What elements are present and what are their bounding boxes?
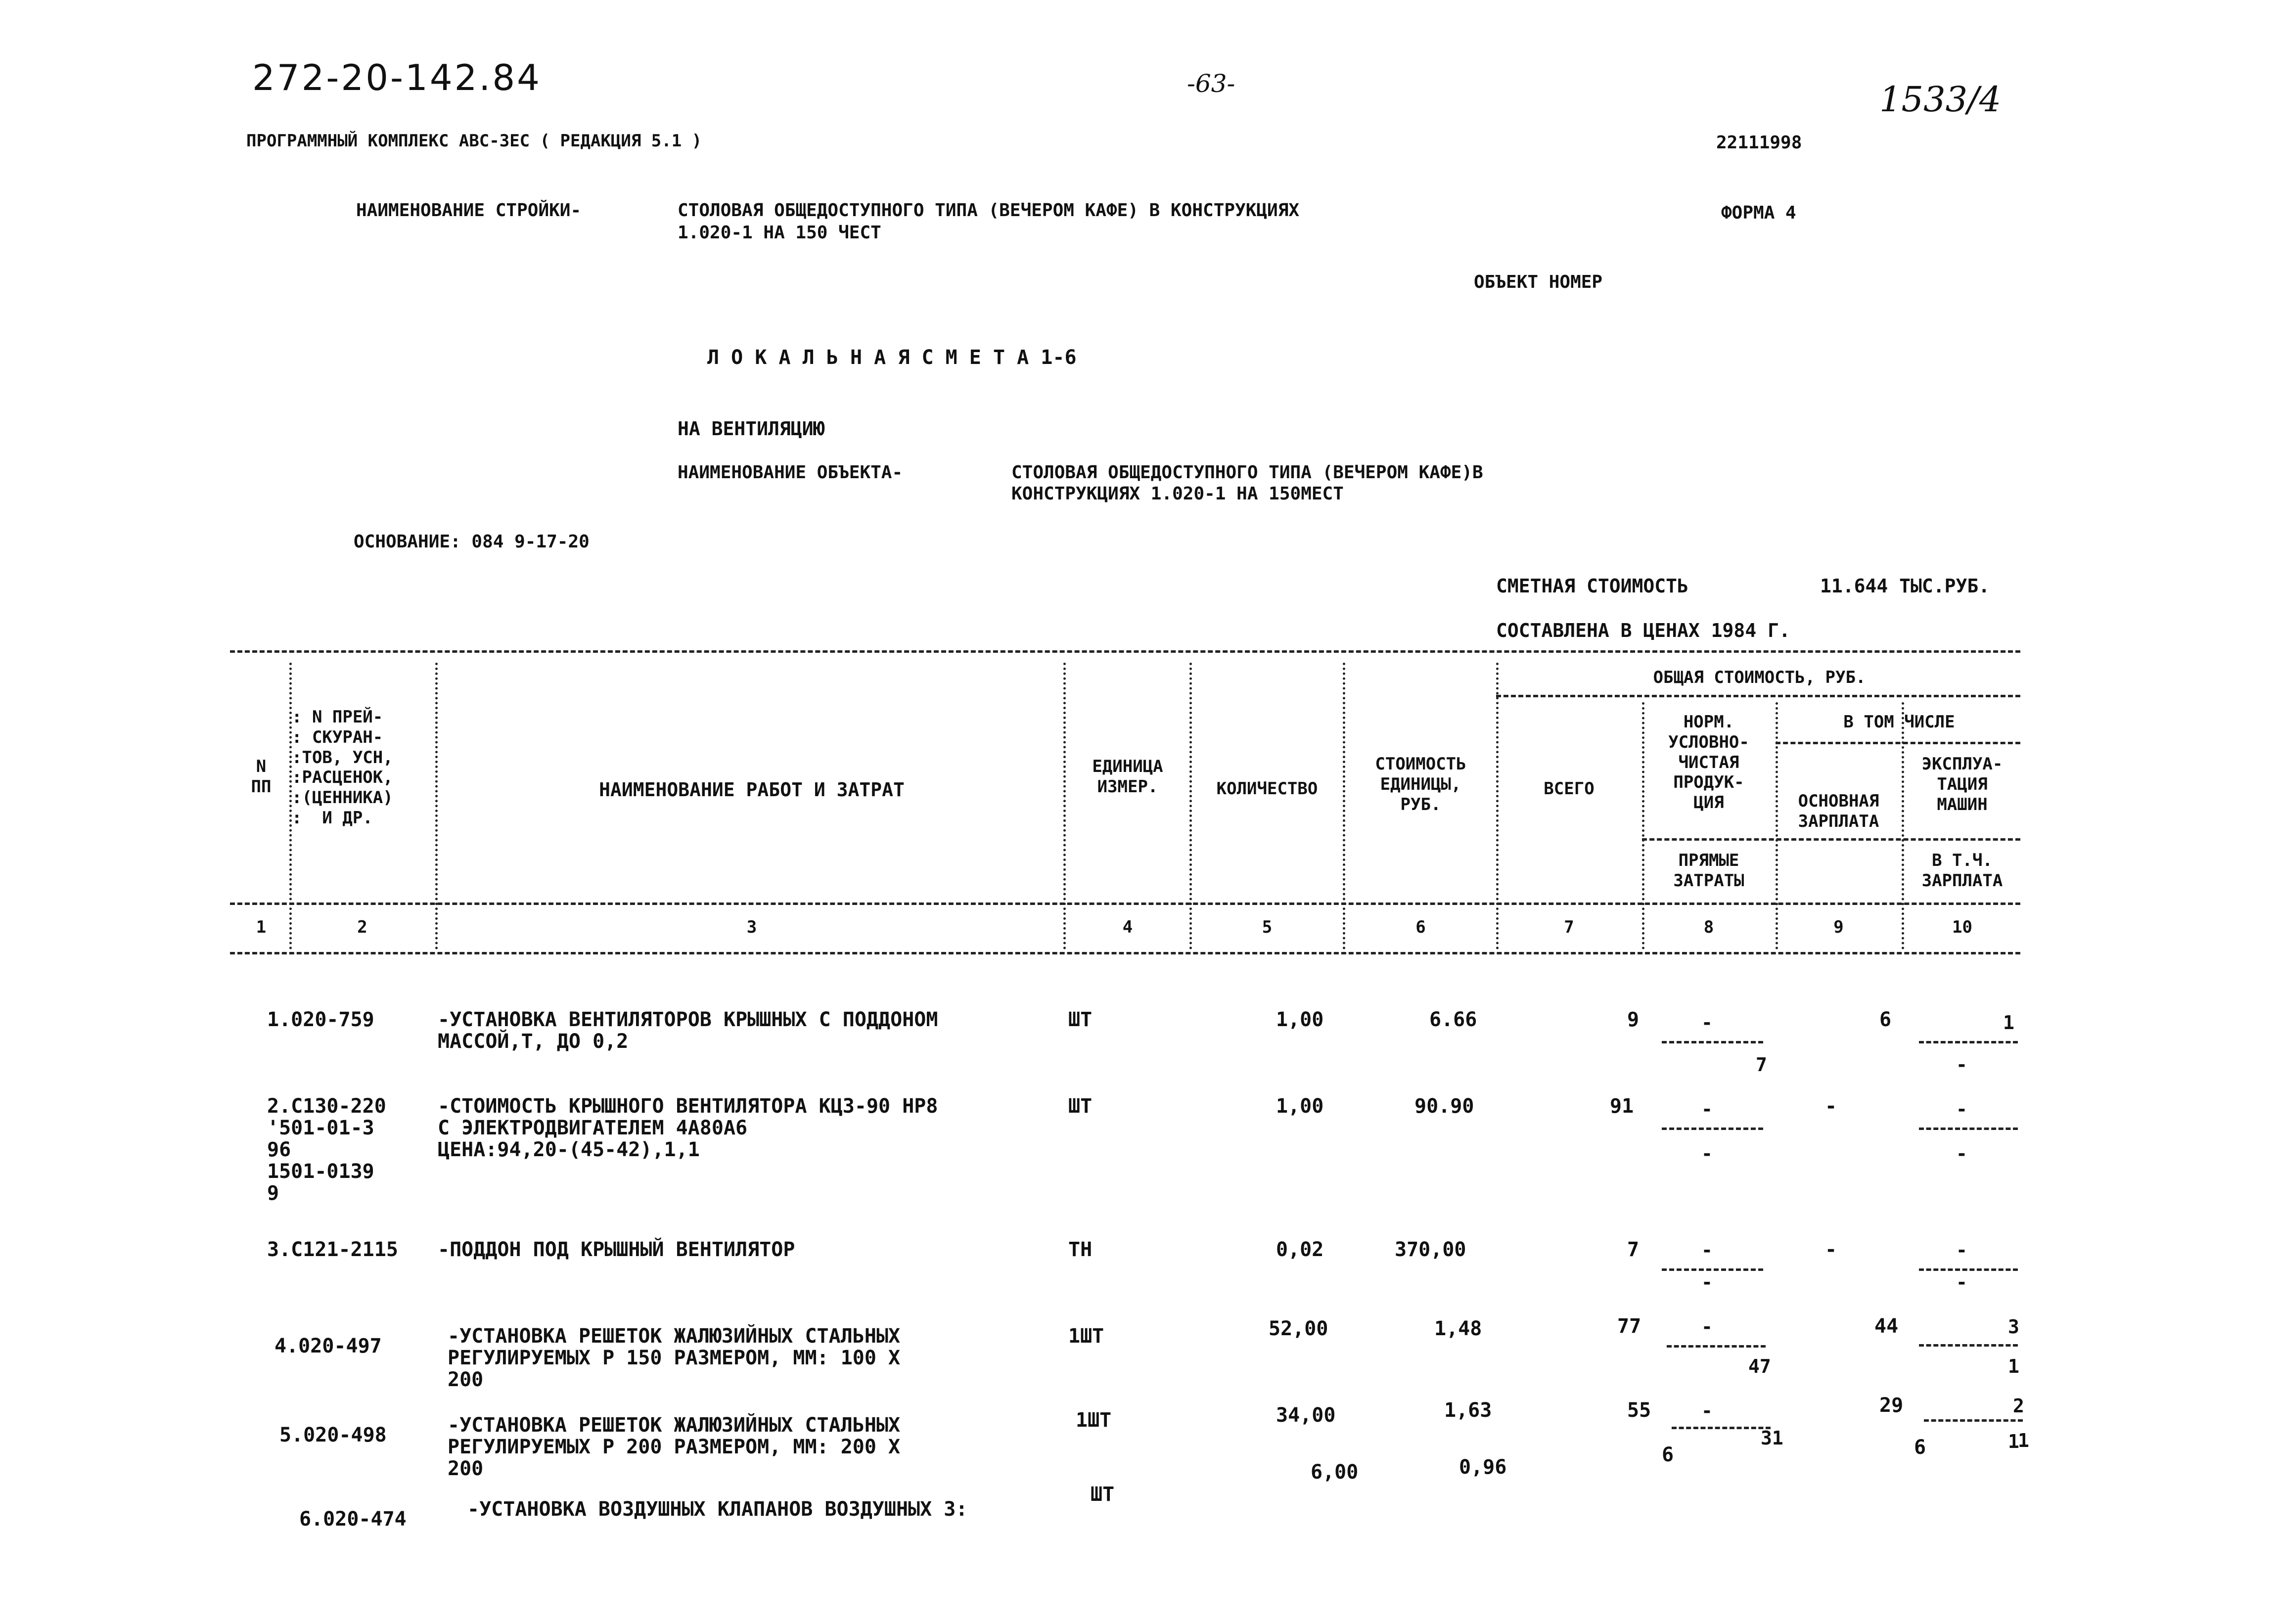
row-description: -СТОИМОСТЬ КРЫШНОГО ВЕНТИЛЯТОРА КЦ3-90 НР8 С ЭЛЕКТРОДВИГАТЕЛЕМ 4А80А6 ЦЕНА:94,20-(45-42),1,1	[438, 1095, 938, 1161]
sub-rule	[1776, 742, 2020, 744]
row-unit: ШТ	[1068, 1095, 1093, 1118]
form-number: ФОРМА 4	[1721, 203, 1796, 223]
row-unit-price: 1,48	[1434, 1317, 1482, 1340]
row-c10-bottom: -	[1956, 1271, 1967, 1293]
row-quantity: 52,00	[1269, 1317, 1328, 1340]
object-name-line1: СТОЛОВАЯ ОБЩЕДОСТУПНОГО ТИПА (ВЕЧЕРОМ КАФЕ)В	[1011, 462, 1483, 483]
row-c8-top: -	[1701, 1098, 1713, 1120]
row-c8-bottom: 47	[1748, 1355, 1771, 1377]
row-c9: 29	[1879, 1394, 1904, 1417]
row-quantity: 1,00	[1276, 1095, 1324, 1118]
col-header-6: СТОИМОСТЬ ЕДИНИЦЫ, РУБ.	[1375, 754, 1466, 814]
col-header-8: НОРМ. УСЛОВНО- ЧИСТАЯ ПРОДУК- ЦИЯ	[1668, 712, 1749, 813]
print-date: 22111998	[1716, 133, 1802, 153]
col-sep	[1063, 663, 1066, 949]
row-c8-bottom: -	[1701, 1143, 1713, 1165]
row-code: 2.С130-220 '501-01-3 96 1501-0139 9	[267, 1095, 386, 1205]
archive-number: 1533/4	[1879, 79, 2002, 120]
row-c10-top: -	[1956, 1098, 1967, 1120]
row-c10-top: 3	[2008, 1316, 2019, 1338]
object-label: НАИМЕНОВАНИЕ ОБЪЕКТА-	[678, 462, 903, 483]
row-total: 6	[1662, 1444, 1674, 1466]
col-header-incl: В ТОМ ЧИСЛЕ	[1843, 712, 1955, 732]
row-c10-bottom: 1	[2018, 1430, 2029, 1451]
row-c8-bottom: 7	[1756, 1054, 1767, 1076]
estimated-cost-value: 11.644 ТЫС.РУБ.	[1820, 575, 1990, 597]
row-c8-top: -	[1701, 1316, 1713, 1338]
col-number: 2	[357, 917, 367, 937]
row-unit: ТН	[1068, 1238, 1093, 1261]
row-c9: 44	[1874, 1315, 1899, 1338]
row-code: 1.020-759	[267, 1008, 374, 1031]
row-code: 4.020-497	[274, 1335, 382, 1357]
col-number: 9	[1833, 917, 1844, 937]
row-unit: ШТ	[1091, 1483, 1115, 1506]
col-header-9: ОСНОВНАЯ ЗАРПЛАТА	[1798, 791, 1879, 831]
fraction-rule	[1672, 1427, 1771, 1429]
row-c10-top: 2	[2013, 1395, 2024, 1417]
col-sep	[1189, 663, 1192, 949]
row-c10-top: -	[1956, 1239, 1967, 1261]
fraction-rule	[1662, 1128, 1763, 1130]
row-c8-bottom: 31	[1761, 1427, 1783, 1449]
col-header-7: ВСЕГО	[1544, 779, 1595, 799]
row-unit-price: 1,63	[1444, 1399, 1492, 1422]
row-c9: -	[1825, 1238, 1837, 1261]
row-description: -УСТАНОВКА РЕШЕТОК ЖАЛЮЗИЙНЫХ СТАЛЬНЫХ РЕГУЛИРУЕМЫХ Р 200 РАЗМЕРОМ, ММ: 200 Х 200	[448, 1414, 901, 1480]
col-number: 10	[1952, 917, 1972, 937]
header-bottom-rule	[230, 902, 2020, 905]
page-number: -63-	[1187, 69, 1235, 98]
col-header-1: N ПП	[251, 757, 272, 797]
group-rule	[1496, 695, 2020, 697]
object-name-line2: КОНСТРУКЦИЯХ 1.020-1 НА 150МЕСТ	[1011, 484, 1344, 504]
fraction-rule	[1924, 1419, 2023, 1422]
col-number: 8	[1703, 917, 1714, 937]
col-header-2: : N ПРЕЙ- : СКУРАН- :ТОВ, УСН, :РАСЦЕНОК, :(ЦЕННИКА) : И ДР.	[292, 707, 393, 828]
col-sep	[1902, 702, 1904, 949]
row-total: 9	[1627, 1008, 1640, 1031]
row-c10-top: 1	[2003, 1012, 2014, 1034]
col-header-group-total: ОБЩАЯ СТОИМОСТЬ, РУБ.	[1653, 668, 1866, 687]
table-top-rule	[230, 650, 2020, 653]
row-c10-bottom: -	[1956, 1054, 1967, 1076]
basis: ОСНОВАНИЕ: 084 9-17-20	[354, 532, 590, 552]
col-sep	[435, 663, 438, 949]
fraction-rule	[1919, 1268, 2018, 1271]
col-number: 1	[256, 917, 267, 937]
numbers-bottom-rule	[230, 952, 2020, 954]
fraction-rule	[1662, 1041, 1763, 1043]
row-quantity: 6,00	[1311, 1461, 1359, 1484]
row-description: -ПОДДОН ПОД КРЫШНЫЙ ВЕНТИЛЯТОР	[438, 1238, 795, 1261]
program-line: ПРОГРАММНЫЙ КОМПЛЕКС АВС-3ЕС ( РЕДАКЦИЯ 5.1 )	[246, 131, 702, 151]
construction-name-line1: СТОЛОВАЯ ОБЩЕДОСТУПНОГО ТИПА (ВЕЧЕРОМ КАФЕ) В КОНСТРУКЦИЯХ	[678, 200, 1300, 221]
row-c10-bottom: -	[1956, 1143, 1967, 1165]
row-c8-top: -	[1701, 1012, 1713, 1034]
row-unit: 1ШТ	[1076, 1409, 1112, 1432]
prices-note: СОСТАВЛЕНА В ЦЕНАХ 1984 Г.	[1496, 620, 1790, 641]
construction-label: НАИМЕНОВАНИЕ СТРОЙКИ-	[356, 200, 582, 221]
col-header-3: НАИМЕНОВАНИЕ РАБОТ И ЗАТРАТ	[599, 779, 905, 801]
estimate-title: Л О К А Л Ь Н А Я С М Е Т А 1-6	[707, 346, 1077, 369]
col-header-5: КОЛИЧЕСТВО	[1216, 779, 1318, 799]
fraction-rule	[1919, 1041, 2018, 1043]
row-c9: 6	[1914, 1436, 1926, 1459]
col-header-8b: ПРЯМЫЕ ЗАТРАТЫ	[1673, 851, 1744, 891]
row-total: 7	[1627, 1238, 1640, 1261]
col-number: 5	[1262, 917, 1273, 937]
col-header-4: ЕДИНИЦА ИЗМЕР.	[1092, 757, 1163, 797]
row-c10-bottom: 1	[2008, 1355, 2019, 1377]
row-code: 5.020-498	[279, 1424, 387, 1446]
row-quantity: 1,00	[1276, 1008, 1324, 1031]
doc-number: 272-20-142.84	[252, 57, 542, 98]
col-header-10b: В Т.Ч. ЗАРПЛАТА	[1921, 851, 2003, 891]
col-number: 7	[1564, 917, 1574, 937]
row-unit-price: 90.90	[1414, 1095, 1474, 1118]
row-c9: 6	[1879, 1008, 1892, 1031]
row-description: -УСТАНОВКА ВЕНТИЛЯТОРОВ КРЫШНЫХ С ПОДДОНОМ МАССОЙ,Т, ДО 0,2	[438, 1008, 938, 1053]
row-code: 6.020-474	[299, 1508, 407, 1531]
col-number: 4	[1122, 917, 1133, 937]
fraction-rule	[1667, 1345, 1766, 1348]
row-c8-bottom: -	[1701, 1271, 1713, 1293]
estimated-cost-label: СМЕТНАЯ СТОИМОСТЬ	[1496, 575, 1688, 597]
col-number: 3	[746, 917, 757, 937]
row-description: -УСТАНОВКА ВОЗДУШНЫХ КЛАПАНОВ ВОЗДУШНЫХ 3:	[467, 1498, 968, 1521]
row-c10-bottom: 1	[2008, 1431, 2019, 1452]
col-number: 6	[1415, 917, 1426, 937]
row-unit-price: 0,96	[1459, 1456, 1507, 1479]
row-c9: -	[1825, 1095, 1837, 1118]
col-header-10: ЭКСПЛУА- ТАЦИЯ МАШИН	[1921, 754, 2003, 814]
row-total: 55	[1627, 1399, 1651, 1422]
object-number-label: ОБЪЕКТ НОМЕР	[1474, 272, 1603, 292]
sub-rule-2	[1642, 838, 2020, 841]
construction-name-line2: 1.020-1 НА 150 ЧЕСТ	[678, 223, 881, 243]
row-c8-top: -	[1701, 1400, 1713, 1422]
row-total: 77	[1617, 1315, 1641, 1338]
row-unit-price: 6.66	[1429, 1008, 1477, 1031]
fraction-rule	[1919, 1344, 2018, 1347]
col-sep	[1496, 663, 1499, 949]
row-unit: ШТ	[1068, 1008, 1093, 1031]
estimate-subject: НА ВЕНТИЛЯЦИЮ	[678, 418, 825, 440]
row-quantity: 0,02	[1276, 1238, 1324, 1261]
row-total: 91	[1610, 1095, 1634, 1118]
row-description: -УСТАНОВКА РЕШЕТОК ЖАЛЮЗИЙНЫХ СТАЛЬНЫХ РЕГУЛИРУЕМЫХ Р 150 РАЗМЕРОМ, ММ: 100 Х 200	[448, 1325, 901, 1391]
fraction-rule	[1919, 1128, 2018, 1130]
row-unit-price: 370,00	[1395, 1238, 1466, 1261]
row-code: 3.С121-2115	[267, 1238, 398, 1261]
row-quantity: 34,00	[1276, 1404, 1336, 1427]
col-sep	[1343, 663, 1345, 949]
row-c8-top: -	[1701, 1239, 1713, 1261]
row-unit: 1ШТ	[1068, 1325, 1104, 1348]
